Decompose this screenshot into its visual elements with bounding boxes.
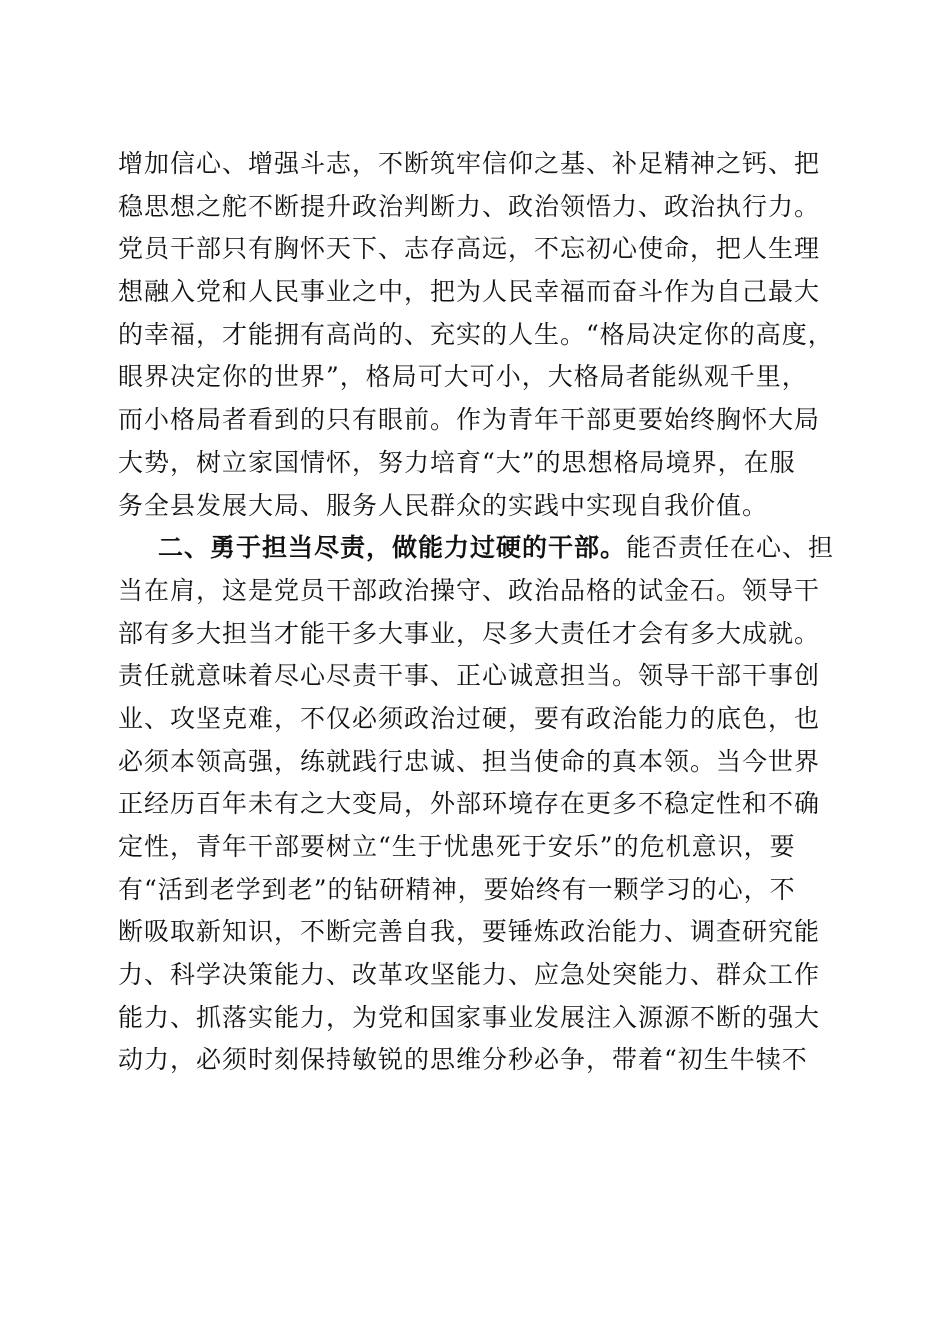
text-line: 有“活到老学到老”的钻研精神，要始终有一颗学习的心，不	[118, 874, 796, 904]
paragraph-1	[118, 143, 838, 527]
text-line: 业、攻坚克难，不仅必须政治过硬，要有政治能力的底色，也	[118, 703, 821, 733]
text-line: 必须本领高强，练就践行忠诚、担当使命的真本领。当今世界	[118, 746, 821, 776]
text-line: 断吸取新知识，不断完善自我，要锤炼政治能力、调查研究能	[118, 917, 821, 947]
text-line: 定性，青年干部要树立“生于忧患死于安乐”的危机意识，要	[118, 832, 796, 861]
text-line: 务全县发展大局、服务人民群众的实践中实现自我价值。	[118, 490, 769, 520]
text-line: 部有多大担当才能干多大事业，尽多大责任才会有多大成就。	[118, 618, 821, 648]
text-line: 正经历百年未有之大变局，外部环境存在更多不稳定性和不确	[118, 789, 821, 819]
text-span: 能否责任在心、担	[626, 533, 835, 563]
text-line: 的幸福，才能拥有高尚的、充实的人生。“格局决定你的高度，	[118, 319, 834, 349]
text-line: 大势，树立家国情怀，努力培育“大”的思想格局境界，在服	[118, 447, 796, 477]
text-line: 增加信心、增强斗志，不断筑牢信仰之基、补足精神之钙、把	[118, 149, 821, 178]
text-line: 党员干部只有胸怀天下、志存高远，不忘初心使命，把人生理	[118, 234, 821, 264]
text-line: 动力，必须时刻保持敏锐的思维分秒必争，带着“初生牛犊不	[118, 1045, 808, 1075]
section-heading: 二、勇于担当尽责，做能力过硬的干部。	[158, 533, 627, 563]
text-line: 力、科学决策能力、改革攻坚能力、应急处突能力、群众工作	[118, 960, 821, 990]
paragraph-2	[118, 527, 838, 1082]
text-line: 当在肩，这是党员干部政治操守、政治品格的试金石。领导干	[118, 575, 821, 605]
text-line: 稳思想之舵不断提升政治判断力、政治领悟力、政治执行力。	[118, 191, 821, 221]
text-line: 想融入党和人民事业之中，把为人民幸福而奋斗作为自己最大	[118, 277, 821, 307]
text-line: 眼界决定你的世界”，格局可大可小，大格局者能纵观千里，	[118, 362, 808, 392]
text-line: 而小格局者看到的只有眼前。作为青年干部更要始终胸怀大局	[118, 405, 821, 435]
document-body	[118, 143, 838, 1082]
text-line: 责任就意味着尽心尽责干事、正心诚意担当。领导干部干事创	[118, 661, 821, 691]
paragraph-2-first-line	[118, 527, 838, 570]
text-line: 能力、抓落实能力，为党和国家事业发展注入源源不断的强大	[118, 1002, 821, 1032]
